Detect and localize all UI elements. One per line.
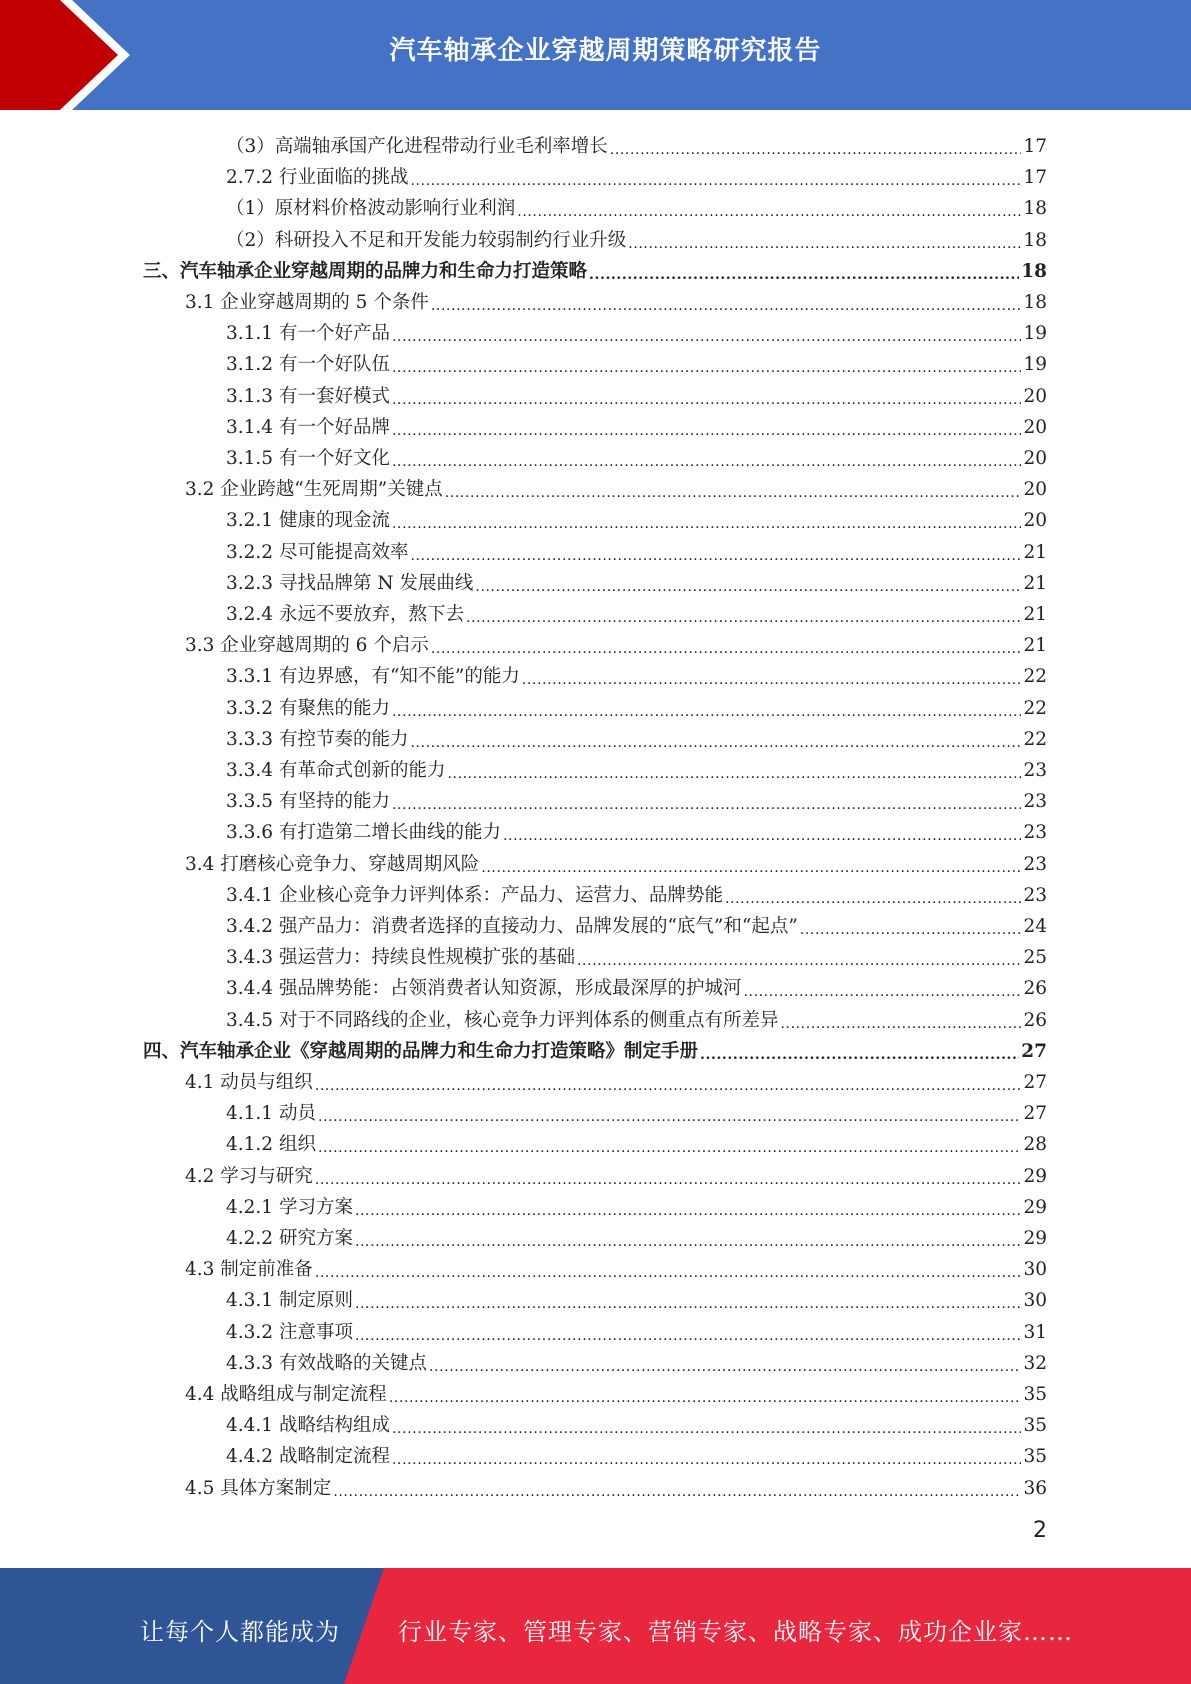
page-number: 2 — [1033, 1518, 1047, 1543]
toc-entry[interactable] — [226, 1126, 1047, 1157]
toc-dot-leader — [780, 1009, 1021, 1033]
toc-entry-page: 21 — [1023, 635, 1047, 657]
toc-entry-title: 3.4.1 企业核心竞争力评判体系：产品力、运营力、品牌势能 — [226, 884, 723, 906]
toc-dot-leader — [445, 478, 1022, 502]
toc-entry[interactable] — [226, 658, 1047, 689]
toc-entry-title: 3.1.4 有一个好品牌 — [226, 416, 390, 438]
toc-dot-leader — [610, 135, 1022, 159]
toc-dot-leader — [315, 1258, 1022, 1282]
toc-entry-page: 30 — [1023, 1259, 1047, 1281]
toc-entry-page: 23 — [1023, 760, 1047, 781]
toc-dot-leader — [392, 416, 1021, 440]
toc-entry[interactable] — [226, 1407, 1047, 1438]
toc-entry[interactable] — [226, 1345, 1047, 1376]
toc-dot-leader — [392, 447, 1021, 471]
toc-entry-title: 4.3 制定前准备 — [185, 1259, 313, 1281]
toc-entry-page: 18 — [1021, 260, 1047, 282]
toc-dot-leader — [431, 291, 1022, 315]
toc-entry[interactable] — [226, 1314, 1047, 1345]
toc-entry-page: 21 — [1023, 604, 1047, 625]
toc-dot-leader — [355, 1289, 1022, 1313]
toc-entry-page: 18 — [1023, 229, 1047, 251]
toc-entry[interactable] — [226, 908, 1047, 939]
toc-entry-title: 3.3.1 有边界感，有“知不能”的能力 — [226, 666, 520, 688]
toc-entry-page: 31 — [1023, 1321, 1047, 1343]
toc-entry[interactable] — [226, 440, 1047, 471]
toc-entry-title: 3.1 企业穿越周期的 5 个条件 — [185, 292, 429, 313]
toc-entry-title: 4.2.1 学习方案 — [226, 1196, 353, 1218]
page-footer — [0, 1568, 1191, 1684]
toc-entry-title: 4.1.1 动员 — [226, 1103, 316, 1125]
toc-entry-page: 23 — [1023, 853, 1047, 875]
toc-dot-leader — [392, 509, 1021, 533]
toc-entry-title: 3.3 企业穿越周期的 6 个启示 — [185, 635, 429, 657]
toc-entry-page: 17 — [1023, 167, 1047, 189]
toc-entry[interactable] — [226, 1095, 1047, 1126]
toc-entry-title: 3.4.2 强产品力：消费者选择的直接动力、品牌发展的“底气”和“起点” — [226, 916, 798, 937]
toc-dot-leader — [315, 1071, 1022, 1095]
toc-dot-leader — [481, 853, 1021, 877]
toc-entry-page: 17 — [1023, 136, 1047, 157]
toc-dot-leader — [318, 1102, 1022, 1126]
toc-entry[interactable] — [226, 315, 1047, 346]
toc-dot-leader — [392, 353, 1021, 377]
toc-dot-leader — [503, 821, 1021, 845]
toc-dot-leader — [410, 728, 1021, 752]
toc-dot-leader — [392, 1445, 1021, 1469]
toc-entry-page: 35 — [1023, 1384, 1047, 1405]
toc-entry-page: 30 — [1023, 1290, 1047, 1312]
toc-entry-title: 4.3.1 制定原则 — [226, 1290, 353, 1312]
toc-dot-leader — [389, 1383, 1022, 1407]
toc-dot-leader — [392, 697, 1021, 721]
toc-entry-title: 3.3.5 有坚持的能力 — [226, 791, 390, 813]
toc-dot-leader — [333, 1477, 1021, 1501]
toc-entry-title: 三、汽车轴承企业穿越周期的品牌力和生命力打造策略 — [143, 260, 588, 282]
toc-entry-page: 26 — [1023, 978, 1047, 1000]
toc-entry-title: （3）高端轴承国产化进程带动行业毛利率增长 — [226, 136, 608, 157]
toc-dot-leader — [392, 385, 1021, 409]
report-title: 汽车轴承企业穿越周期策略研究报告 — [389, 36, 822, 66]
toc-entry-title: 3.3.6 有打造第二增长曲线的能力 — [226, 822, 501, 844]
toc-entry-page: 32 — [1023, 1352, 1047, 1374]
toc-entry[interactable] — [185, 1158, 1047, 1189]
toc-entry-page: 20 — [1023, 416, 1047, 438]
toc-dot-leader — [522, 665, 1022, 689]
toc-entry[interactable] — [185, 627, 1047, 658]
toc-dot-leader — [318, 1133, 1022, 1157]
toc-entry-page: 35 — [1023, 1446, 1047, 1468]
toc-entry[interactable] — [143, 253, 1047, 284]
toc-entry[interactable] — [185, 471, 1047, 502]
toc-entry-page: 29 — [1023, 1165, 1047, 1187]
toc-entry[interactable] — [185, 846, 1047, 877]
footer-slogan-right: 行业专家、管理专家、营销专家、战略专家、成功企业家…… — [398, 1618, 1073, 1646]
toc-dot-leader — [725, 884, 1021, 908]
toc-entry-title: 3.4.4 强品牌势能：占领消费者认知资源，形成最深厚的护城河 — [226, 978, 742, 1000]
toc-entry-title: 3.1.5 有一个好文化 — [226, 448, 390, 469]
toc-entry[interactable] — [143, 1033, 1047, 1064]
toc-dot-leader — [743, 977, 1021, 1001]
toc-dot-leader — [431, 634, 1022, 658]
toc-entry-page: 23 — [1023, 791, 1047, 813]
toc-entry-title: 2.7.2 行业面临的挑战 — [226, 167, 409, 189]
toc-entry-page: 29 — [1023, 1228, 1047, 1249]
toc-dot-leader — [392, 1414, 1021, 1438]
toc-entry[interactable] — [226, 752, 1047, 783]
toc-entry[interactable] — [226, 1189, 1047, 1220]
toc-entry-title: 四、汽车轴承企业《穿越周期的品牌力和生命力打造策略》制定手册 — [143, 1040, 699, 1062]
toc-entry[interactable] — [226, 1220, 1047, 1251]
toc-entry[interactable] — [185, 1470, 1047, 1501]
toc-entry-page: 18 — [1023, 292, 1047, 313]
toc-dot-leader — [355, 1321, 1022, 1345]
toc-entry-title: 3.4.3 强运营力：持续良性规模扩张的基础 — [226, 947, 575, 969]
toc-entry-page: 29 — [1023, 1196, 1047, 1218]
toc-entry-page: 35 — [1023, 1415, 1047, 1437]
toc-entry-title: 3.3.4 有革命式创新的能力 — [226, 760, 446, 781]
toc-entry-page: 20 — [1023, 448, 1047, 469]
toc-entry-title: 4.4 战略组成与制定流程 — [185, 1384, 387, 1405]
toc-entry-page: 20 — [1023, 479, 1047, 501]
toc-dot-leader — [700, 1040, 1019, 1064]
toc-dot-leader — [410, 166, 1021, 190]
toc-entry-page: 36 — [1023, 1477, 1047, 1499]
toc-dot-leader — [355, 1196, 1022, 1220]
toc-entry-title: 3.4.5 对于不同路线的企业，核心竞争力评判体系的侧重点有所差异 — [226, 1009, 779, 1031]
footer-slogan-left: 让每个人都能成为 — [140, 1618, 340, 1646]
toc-entry-title: 4.3.3 有效战略的关键点 — [226, 1352, 427, 1374]
toc-dot-leader — [410, 541, 1021, 565]
toc-entry[interactable] — [226, 814, 1047, 845]
toc-entry[interactable] — [226, 159, 1047, 190]
toc-entry[interactable] — [226, 877, 1047, 908]
toc-entry-title: （1）原材料价格波动影响行业利润 — [226, 198, 516, 220]
toc-entry-title: 3.4 打磨核心竞争力、穿越周期风险 — [185, 853, 480, 875]
toc-entry-title: 3.1.2 有一个好队伍 — [226, 354, 390, 376]
toc-dot-leader — [628, 229, 1021, 253]
toc-entry[interactable] — [226, 1002, 1047, 1033]
toc-entry[interactable] — [226, 378, 1047, 409]
toc-entry[interactable] — [226, 502, 1047, 533]
toc-entry-title: 3.2.3 寻找品牌第 N 发展曲线 — [226, 572, 474, 594]
toc-entry-page: 24 — [1023, 916, 1047, 937]
toc-dot-leader — [392, 790, 1021, 814]
toc-dot-leader — [800, 915, 1022, 939]
toc-entry-page: 22 — [1023, 666, 1047, 688]
toc-dot-leader — [577, 946, 1021, 970]
toc-entry-page: 27 — [1021, 1040, 1047, 1062]
toc-entry-page: 22 — [1023, 728, 1047, 750]
toc-entry[interactable] — [226, 721, 1047, 752]
toc-entry-page: 20 — [1023, 510, 1047, 532]
toc-entry[interactable] — [226, 409, 1047, 440]
toc-entry[interactable] — [226, 970, 1047, 1001]
toc-dot-leader — [315, 1165, 1022, 1189]
toc-entry[interactable] — [185, 1251, 1047, 1282]
toc-entry-title: 4.1.2 组织 — [226, 1134, 316, 1156]
toc-entry-title: 4.3.2 注意事项 — [226, 1321, 353, 1343]
toc-entry-page: 28 — [1023, 1134, 1047, 1156]
toc-entry[interactable] — [226, 222, 1047, 253]
toc-entry-title: （2）科研投入不足和开发能力较弱制约行业升级 — [226, 229, 627, 251]
toc-entry-title: 4.2.2 研究方案 — [226, 1228, 353, 1249]
toc-dot-leader — [355, 1227, 1022, 1251]
toc-entry-title: 3.2.1 健康的现金流 — [226, 510, 390, 532]
toc-dot-leader — [429, 1352, 1021, 1376]
toc-entry-page: 19 — [1023, 323, 1047, 345]
toc-entry[interactable] — [226, 346, 1047, 377]
toc-entry[interactable] — [226, 783, 1047, 814]
toc-entry[interactable] — [226, 1282, 1047, 1313]
toc-entry[interactable] — [226, 939, 1047, 970]
toc-entry-page: 23 — [1023, 884, 1047, 906]
toc-entry-page: 21 — [1023, 541, 1047, 563]
toc-entry[interactable] — [226, 690, 1047, 721]
toc-entry-title: 3.3.2 有聚焦的能力 — [226, 697, 390, 719]
toc-dot-leader — [466, 603, 1021, 627]
toc-dot-leader — [517, 197, 1021, 221]
toc-entry-page: 19 — [1023, 354, 1047, 376]
toc-entry-title: 3.1.3 有一套好模式 — [226, 385, 390, 407]
toc-entry-title: 4.1 动员与组织 — [185, 1072, 313, 1093]
toc-entry-title: 3.2 企业跨越“生死周期”关键点 — [185, 479, 443, 501]
toc-entry-title: 4.2 学习与研究 — [185, 1165, 313, 1187]
toc-entry-title: 3.1.1 有一个好产品 — [226, 323, 390, 345]
toc-entry[interactable] — [185, 1376, 1047, 1407]
toc-dot-leader — [475, 572, 1021, 596]
toc-entry-page: 26 — [1023, 1009, 1047, 1031]
toc-entry-page: 27 — [1023, 1103, 1047, 1125]
toc-entry[interactable] — [226, 128, 1047, 159]
toc-dot-leader — [447, 759, 1021, 783]
toc-entry-title: 3.2.2 尽可能提高效率 — [226, 541, 409, 563]
toc-entry-page: 27 — [1023, 1072, 1047, 1093]
toc-entry-page: 20 — [1023, 385, 1047, 407]
toc-entry-title: 3.2.4 永远不要放弃，熬下去 — [226, 604, 464, 625]
page-header — [0, 0, 1191, 110]
toc-entry-title: 4.4.1 战略结构组成 — [226, 1415, 390, 1437]
toc-entry-title: 4.5 具体方案制定 — [185, 1477, 332, 1499]
toc-entry-page: 25 — [1023, 947, 1047, 969]
toc-entry[interactable] — [226, 565, 1047, 596]
toc-entry[interactable] — [185, 1064, 1047, 1095]
toc-entry-page: 23 — [1023, 822, 1047, 844]
toc-dot-leader — [392, 322, 1021, 346]
toc-entry-title: 3.3.3 有控节奏的能力 — [226, 728, 409, 750]
toc-entry[interactable] — [226, 1438, 1047, 1469]
toc-entry[interactable] — [226, 190, 1047, 221]
toc-entry[interactable] — [185, 284, 1047, 315]
toc-entry-title: 4.4.2 战略制定流程 — [226, 1446, 390, 1468]
toc-entry[interactable] — [226, 534, 1047, 565]
toc-entry-page: 21 — [1023, 572, 1047, 594]
toc-entry-page: 22 — [1023, 697, 1047, 719]
toc-entry-page: 18 — [1023, 198, 1047, 220]
toc-entry[interactable] — [226, 596, 1047, 627]
toc-dot-leader — [589, 260, 1019, 284]
